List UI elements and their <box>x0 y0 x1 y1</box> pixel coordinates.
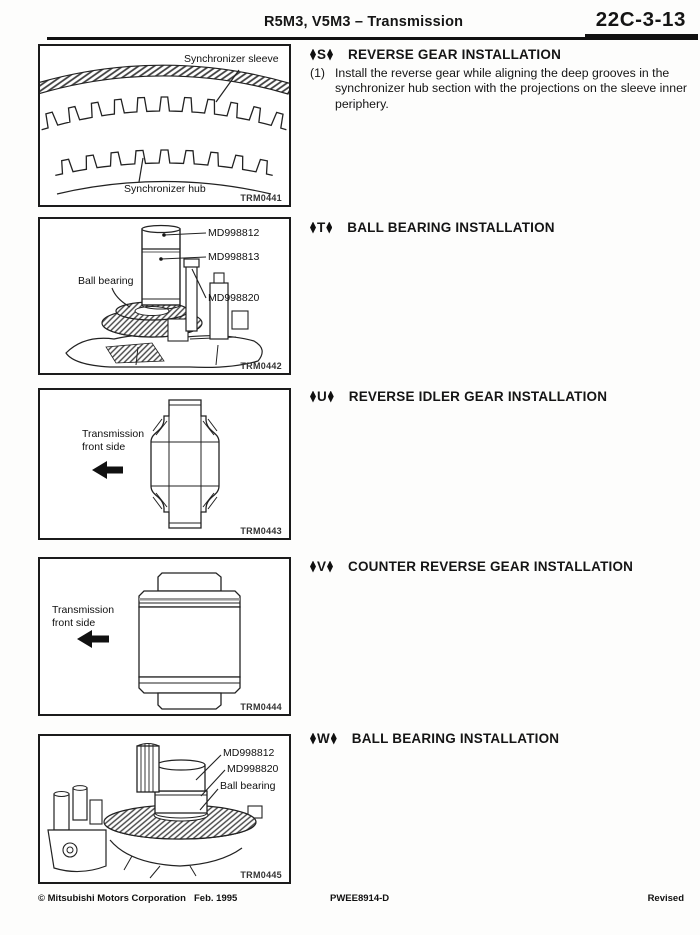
figure-box-counter-gear <box>38 557 291 716</box>
label-md998812: MD998812 <box>208 227 260 239</box>
page-code: 22C-3-13 <box>595 8 686 31</box>
sleeve-outer-band <box>40 65 289 94</box>
front-direction-arrow-icon <box>77 630 109 648</box>
label-md998813: MD998813 <box>208 251 260 263</box>
label-ball-bearing: Ball bearing <box>78 275 134 287</box>
step-item <box>310 66 692 112</box>
gear-bottom-flange <box>139 677 240 693</box>
diamond-marker-icon <box>310 391 316 403</box>
label-ball-bearing: Ball bearing <box>220 780 276 792</box>
footer-doc-code: PWEE8914-D <box>330 893 390 904</box>
post-2 <box>73 788 87 820</box>
header-rule-code <box>585 34 698 37</box>
figure-code: TRM0445 <box>240 870 282 880</box>
label-direction-line2: front side <box>82 441 126 453</box>
figure-box-ball-bearing-2 <box>38 734 291 884</box>
label-direction-line1: Transmission <box>52 604 115 616</box>
figure-code: TRM0443 <box>240 526 282 536</box>
header-rule <box>47 37 698 40</box>
section-marker <box>310 731 337 746</box>
gear-body <box>139 607 240 677</box>
step-number: (1) <box>310 66 326 80</box>
left-body-bore-inner <box>67 847 73 853</box>
section-title: REVERSE IDLER GEAR INSTALLATION <box>348 389 608 404</box>
section-heading-u <box>310 389 607 404</box>
label-synchronizer-sleeve: Synchronizer sleeve <box>184 53 279 65</box>
post-2-top <box>73 786 87 791</box>
front-direction-arrow-icon <box>92 461 123 479</box>
installer-top <box>142 226 180 233</box>
figure-code: TRM0442 <box>240 361 282 371</box>
case-column-cap <box>214 273 224 283</box>
installer-body <box>142 229 180 305</box>
diamond-marker-icon <box>310 49 316 61</box>
diamond-marker-icon <box>310 561 316 573</box>
diamond-marker-icon <box>326 222 332 234</box>
diamond-marker-icon <box>328 391 334 403</box>
footer-date: Feb. 1995 <box>194 893 238 904</box>
idler-gear-diagram <box>40 390 289 538</box>
section-title: REVERSE GEAR INSTALLATION <box>348 47 562 62</box>
hub-block <box>168 319 188 341</box>
diamond-marker-icon <box>331 733 337 745</box>
footer-copyright: © Mitsubishi Motors Corporation <box>38 893 186 904</box>
section-marker <box>310 47 333 62</box>
section-title: BALL BEARING INSTALLATION <box>347 220 555 235</box>
diamond-marker-icon <box>310 733 316 745</box>
figure-code: TRM0444 <box>240 702 282 712</box>
section-letter: U <box>317 389 327 404</box>
case-arc <box>110 840 242 866</box>
flange-seam-band <box>139 598 240 601</box>
section-heading-v <box>310 559 633 574</box>
figure-box-synchronizer <box>38 44 291 207</box>
case-outline <box>66 334 262 367</box>
label-md998820: MD998820 <box>208 292 260 304</box>
section-marker <box>310 220 332 235</box>
installer-ring <box>155 791 207 813</box>
post-3 <box>90 800 102 824</box>
section-marker <box>310 389 334 404</box>
bearing-bore <box>135 307 169 316</box>
diamond-marker-icon <box>327 49 333 61</box>
case-knob <box>232 311 248 329</box>
figure-box-idler-gear <box>38 388 291 540</box>
section-heading-w <box>310 731 559 746</box>
idler-gear-outline <box>151 400 219 528</box>
section-heading-s <box>310 47 561 62</box>
section-marker <box>310 559 333 574</box>
gear-bottom-boss <box>158 693 221 709</box>
diamond-marker-icon <box>327 561 333 573</box>
figure-code: TRM0441 <box>240 193 282 203</box>
sleeve-teeth <box>42 97 287 130</box>
section-letter: V <box>317 559 327 574</box>
label-synchronizer-hub: Synchronizer hub <box>124 183 206 195</box>
post-1 <box>54 794 69 830</box>
case-lines <box>124 856 196 878</box>
page-title: R5M3, V5M3 – Transmission <box>264 14 464 30</box>
gear-top-boss <box>158 573 221 591</box>
section-heading-t <box>310 220 555 235</box>
counter-gear-diagram <box>40 559 289 714</box>
step-text: Install the reverse gear while aligning the deep grooves in the synchronizer hub section with the projections on the sleeve inner periphery. <box>335 66 688 111</box>
pin-tool-cap <box>184 259 199 267</box>
section-title: BALL BEARING INSTALLATION <box>351 731 560 746</box>
hub-teeth <box>55 150 272 175</box>
figure-box-ball-bearing-1 <box>38 217 291 375</box>
splined-shaft <box>137 746 159 792</box>
label-direction-line1: Transmission <box>82 428 145 440</box>
section-letter: W <box>317 731 330 746</box>
hub-leader-line <box>139 158 143 182</box>
label-md998812: MD998812 <box>223 747 275 759</box>
diamond-marker-icon <box>310 222 316 234</box>
section-letter: T <box>317 220 326 235</box>
section-title: COUNTER REVERSE GEAR INSTALLATION <box>348 559 634 574</box>
label-direction-line2: front side <box>52 617 96 629</box>
synchronizer-diagram <box>40 46 289 205</box>
installer-cup-top <box>157 760 205 770</box>
label-md998820: MD998820 <box>227 763 279 775</box>
section-letter: S <box>317 47 327 62</box>
footer-revised: Revised <box>647 893 684 904</box>
post-1-top <box>54 792 69 797</box>
